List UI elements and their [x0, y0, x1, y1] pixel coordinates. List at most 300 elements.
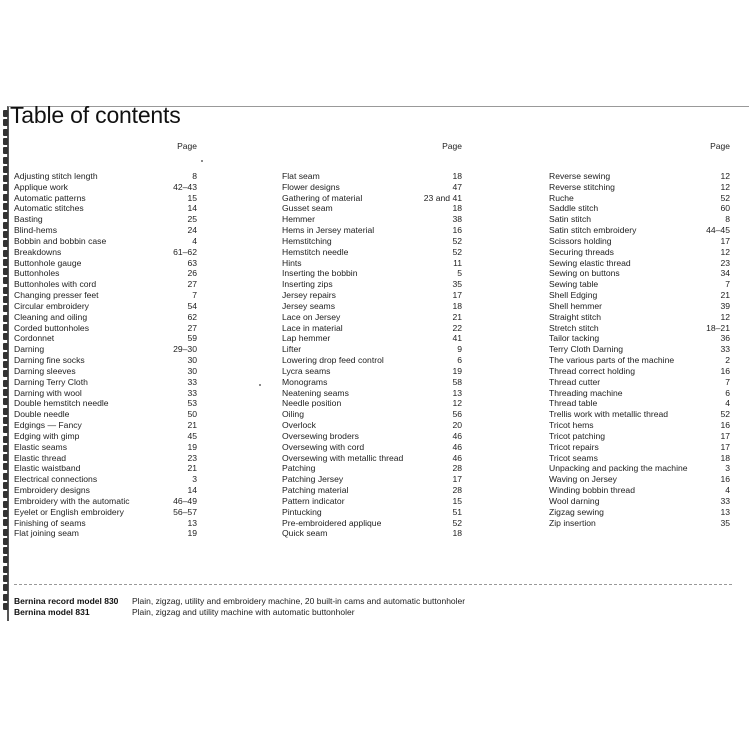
entry-topic: Hemstitching	[282, 235, 332, 246]
entry-topic: Lap hemmer	[282, 333, 331, 344]
entry-topic: Edging with gimp	[14, 430, 80, 441]
entry-topic: Patching material	[282, 485, 349, 496]
index-entry	[282, 258, 462, 269]
binding-hole	[3, 287, 8, 294]
entry-topic: Trellis work with metallic thread	[549, 409, 669, 420]
index-entry	[14, 182, 197, 193]
entry-page: 46	[452, 452, 462, 463]
model-name: Bernina model 831	[14, 606, 90, 617]
entry-topic: Needle position	[282, 398, 342, 409]
entry-topic: Buttonholes	[14, 268, 60, 279]
entry-topic: Flat joining seam	[14, 528, 79, 539]
entry-topic: Unpacking and packing the machine	[549, 463, 688, 474]
index-entry	[282, 301, 462, 312]
entry-page: 2	[725, 355, 730, 366]
binding-hole	[3, 491, 8, 498]
entry-topic: Tricot repairs	[549, 441, 599, 452]
entry-topic: Applique work	[14, 181, 68, 192]
index-entry	[14, 225, 197, 236]
entry-page: 27	[187, 279, 197, 290]
entry-topic: Thread correct holding	[549, 365, 635, 376]
index-entry	[14, 171, 197, 182]
entry-topic: Tailor tacking	[549, 333, 600, 344]
entry-page: 5	[457, 268, 462, 279]
entry-page: 7	[725, 376, 730, 387]
index-entry	[549, 420, 730, 431]
entry-page: 33	[720, 344, 730, 355]
index-entry	[14, 398, 197, 409]
index-entry	[549, 442, 730, 453]
entry-topic: Buttonholes with cord	[14, 279, 97, 290]
entry-page: 35	[452, 279, 462, 290]
index-entry	[282, 453, 462, 464]
entry-topic: Darning Terry Cloth	[14, 376, 88, 387]
index-entry	[549, 236, 730, 247]
entry-topic: Pintucking	[282, 506, 322, 517]
binding-hole	[3, 231, 8, 238]
index-entry	[549, 203, 730, 214]
index-entry	[282, 528, 462, 539]
entry-topic: Hems in Jersey material	[282, 225, 375, 236]
index-entry	[14, 420, 197, 431]
index-entry	[282, 518, 462, 529]
index-entry	[14, 193, 197, 204]
index-entry	[549, 344, 730, 355]
index-entry	[549, 474, 730, 485]
index-entry	[282, 344, 462, 355]
entry-topic: Changing presser feet	[14, 290, 99, 301]
entry-topic: Gathering of material	[282, 192, 363, 203]
entry-topic: Darning fine socks	[14, 355, 85, 366]
entry-page: 15	[187, 192, 197, 203]
index-entry	[14, 279, 197, 290]
index-entry	[14, 258, 197, 269]
entry-page: 19	[187, 441, 197, 452]
entry-page: 45	[187, 430, 197, 441]
index-entry	[549, 377, 730, 388]
entry-topic: Pattern indicator	[282, 495, 345, 506]
binding-hole	[3, 547, 8, 554]
index-entry	[282, 431, 462, 442]
index-entry	[282, 366, 462, 377]
entry-page: 21	[187, 463, 197, 474]
model-name: Bernina record model 830	[14, 596, 119, 606]
index-entry	[282, 442, 462, 453]
entry-topic: Gusset seam	[282, 203, 333, 214]
footer-row	[14, 596, 465, 607]
index-entry	[14, 442, 197, 453]
entry-page: 17	[452, 290, 462, 301]
index-entry	[282, 409, 462, 420]
index-entry	[282, 420, 462, 431]
entry-page: 14	[187, 203, 197, 214]
footer-divider	[14, 584, 732, 585]
entry-page: 23	[720, 257, 730, 268]
index-entry	[14, 312, 197, 323]
binding-hole	[3, 268, 8, 275]
index-entry	[282, 247, 462, 258]
index-entry	[549, 290, 730, 301]
entry-page: 30	[187, 355, 197, 366]
entry-page: 41	[452, 333, 462, 344]
index-entry	[14, 290, 197, 301]
entry-topic: Jersey seams	[282, 300, 336, 311]
binding-hole	[3, 566, 8, 573]
entry-topic: Darning	[14, 344, 45, 355]
entry-page: 12	[720, 171, 730, 181]
index-entry	[282, 474, 462, 485]
entry-page: 15	[452, 495, 462, 506]
index-entry	[14, 214, 197, 225]
entry-page: 30	[187, 365, 197, 376]
entry-page: 13	[452, 387, 462, 398]
entry-page: 4	[192, 235, 197, 246]
binding-hole	[3, 138, 8, 145]
index-entry	[14, 203, 197, 214]
entry-topic: Sewing table	[549, 279, 599, 290]
entry-page: 7	[725, 279, 730, 290]
page-column-header: Page	[442, 141, 462, 151]
entry-page: 28	[452, 485, 462, 496]
binding-hole	[3, 603, 8, 610]
entry-topic: Basting	[14, 214, 43, 225]
entry-topic: Winding bobbin thread	[549, 485, 635, 496]
binding-hole	[3, 575, 8, 582]
entry-page: 61–62	[173, 246, 197, 257]
index-entry	[14, 474, 197, 485]
index-column-3	[549, 141, 730, 528]
index-entry	[14, 333, 197, 344]
index-entry	[14, 355, 197, 366]
entry-page: 52	[720, 192, 730, 203]
entry-topic: Patching	[282, 463, 316, 474]
entry-page: 8	[725, 214, 730, 225]
entry-topic: Lifter	[282, 344, 302, 355]
index-entry	[282, 203, 462, 214]
entry-page: 44–45	[706, 225, 730, 236]
index-entry	[282, 496, 462, 507]
index-entry	[549, 247, 730, 258]
index-entry	[282, 225, 462, 236]
entry-topic: Scissors holding	[549, 235, 612, 246]
binding-holes	[3, 110, 11, 610]
entry-page: 33	[187, 376, 197, 387]
entry-page: 17	[720, 430, 730, 441]
entry-page: 21	[720, 290, 730, 301]
index-entry	[549, 268, 730, 279]
index-entry	[14, 366, 197, 377]
binding-hole	[3, 222, 8, 229]
entry-topic: Electrical connections	[14, 474, 98, 485]
binding-hole	[3, 501, 8, 508]
index-entry	[14, 344, 197, 355]
index-entry	[282, 290, 462, 301]
index-entry	[549, 258, 730, 269]
binding-hole	[3, 398, 8, 405]
index-entry	[549, 171, 730, 182]
entry-page: 47	[452, 181, 462, 192]
entry-topic: Oversewing broders	[282, 430, 359, 441]
entry-page: 54	[187, 300, 197, 311]
index-entry	[282, 333, 462, 344]
entry-page: 33	[187, 387, 197, 398]
entry-page: 34	[720, 268, 730, 279]
index-entry	[14, 323, 197, 334]
entry-page: 17	[720, 235, 730, 246]
binding-hole	[3, 175, 8, 182]
entry-page: 16	[720, 474, 730, 485]
binding-hole	[3, 194, 8, 201]
index-entry	[549, 333, 730, 344]
entry-page: 12	[720, 246, 730, 257]
entry-page: 52	[452, 235, 462, 246]
entry-topic: Reverse sewing	[549, 171, 611, 181]
binding-hole	[3, 510, 8, 517]
entry-page: 52	[720, 409, 730, 420]
entry-page: 42–43	[173, 181, 197, 192]
index-entry	[14, 453, 197, 464]
index-entry	[282, 485, 462, 496]
entry-page: 63	[187, 257, 197, 268]
index-column-1	[14, 141, 197, 539]
index-entry	[549, 496, 730, 507]
index-entry	[549, 225, 730, 236]
entry-page: 13	[187, 517, 197, 528]
index-entry	[282, 268, 462, 279]
entry-page: 7	[192, 290, 197, 301]
page-column-header: Page	[177, 141, 197, 151]
index-entry	[549, 453, 730, 464]
entry-topic: Edgings — Fancy	[14, 420, 82, 431]
entry-topic: Elastic waistband	[14, 463, 81, 474]
index-entry	[549, 431, 730, 442]
entry-page: 62	[187, 311, 197, 322]
binding-hole	[3, 129, 8, 136]
binding-hole	[3, 408, 8, 415]
entry-page: 20	[452, 420, 462, 431]
entry-page: 24	[187, 225, 197, 236]
binding-hole	[3, 259, 8, 266]
entry-topic: Shell Edging	[549, 290, 598, 301]
binding-hole	[3, 250, 8, 257]
entry-page: 28	[452, 463, 462, 474]
entry-topic: Elastic seams	[14, 441, 68, 452]
index-entry	[549, 323, 730, 334]
binding-hole	[3, 212, 8, 219]
entry-topic: Shell hemmer	[549, 300, 603, 311]
entry-page: 52	[452, 517, 462, 528]
entry-topic: Blind-hems	[14, 225, 57, 236]
index-entry	[549, 388, 730, 399]
entry-page: 36	[720, 333, 730, 344]
entry-topic: Finishing of seams	[14, 517, 86, 528]
entry-topic: Neatening seams	[282, 387, 349, 398]
index-entry	[549, 366, 730, 377]
entry-topic: Lace in material	[282, 322, 343, 333]
entry-topic: Bobbin and bobbin case	[14, 235, 107, 246]
binding-hole	[3, 584, 8, 591]
entry-topic: Tricot patching	[549, 430, 606, 441]
index-entry	[549, 355, 730, 366]
entry-topic: Wool darning	[549, 495, 600, 506]
index-entry	[549, 463, 730, 474]
index-entry	[549, 214, 730, 225]
entry-page: 27	[187, 322, 197, 333]
entry-topic: Tricot seams	[549, 452, 598, 463]
entry-page: 16	[720, 420, 730, 431]
entry-page: 38	[452, 214, 462, 225]
entry-page: 46	[452, 441, 462, 452]
index-entry	[549, 507, 730, 518]
entry-page: 18–21	[706, 322, 730, 333]
entry-page: 59	[187, 333, 197, 344]
entry-topic: Breakdowns	[14, 246, 62, 257]
binding-hole	[3, 352, 8, 359]
binding-hole	[3, 538, 8, 545]
entry-page: 58	[452, 376, 462, 387]
index-entry	[282, 312, 462, 323]
binding-hole	[3, 343, 8, 350]
entry-topic: Saddle stitch	[549, 203, 599, 214]
binding-hole	[3, 473, 8, 480]
binding-hole	[3, 184, 8, 191]
entry-topic: Patching Jersey	[282, 474, 344, 485]
entry-page: 18	[452, 203, 462, 214]
binding-hole	[3, 594, 8, 601]
entry-topic: Cordonnet	[14, 333, 55, 344]
entry-topic: Overlock	[282, 420, 316, 431]
entry-page: 18	[720, 452, 730, 463]
entry-topic: Zip insertion	[549, 517, 596, 528]
entry-page: 19	[187, 528, 197, 539]
index-entry	[549, 301, 730, 312]
entry-topic: Darning with wool	[14, 387, 82, 398]
index-entry	[14, 377, 197, 388]
entry-topic: Flower designs	[282, 181, 340, 192]
index-entry	[549, 485, 730, 496]
entry-page: 13	[720, 506, 730, 517]
model-footer	[14, 596, 465, 617]
index-entry	[549, 182, 730, 193]
entry-topic: Satin stitch	[549, 214, 592, 225]
page-title: Table of contents	[10, 102, 181, 128]
binding-hole	[3, 519, 8, 526]
entry-topic: The various parts of the machine	[549, 355, 675, 366]
index-entry	[14, 463, 197, 474]
binding-hole	[3, 147, 8, 154]
binding-hole	[3, 277, 8, 284]
entry-topic: Automatic stitches	[14, 203, 84, 214]
index-entry	[549, 279, 730, 290]
index-entry	[282, 377, 462, 388]
binding-hole	[3, 380, 8, 387]
binding-hole	[3, 324, 8, 331]
index-entry	[549, 409, 730, 420]
binding-hole	[3, 361, 8, 368]
binding-hole	[3, 315, 8, 322]
index-entry	[14, 431, 197, 442]
entry-page: 21	[187, 420, 197, 431]
index-entry	[14, 409, 197, 420]
entry-topic: Sewing on buttons	[549, 268, 620, 279]
entry-page: 21	[452, 311, 462, 322]
entry-page: 46–49	[173, 495, 197, 506]
entry-page: 35	[720, 517, 730, 528]
index-entry	[282, 193, 462, 204]
binding-hole	[3, 157, 8, 164]
index-entry	[282, 398, 462, 409]
entry-topic: Terry Cloth Darning	[549, 344, 624, 355]
index-entry	[282, 214, 462, 225]
footer-row	[14, 607, 465, 618]
entry-page: 6	[725, 387, 730, 398]
entry-topic: Oversewing with cord	[282, 441, 365, 452]
index-entry	[282, 355, 462, 366]
entry-topic: Securing threads	[549, 246, 614, 257]
binding-hole	[3, 454, 8, 461]
binding-hole	[3, 482, 8, 489]
entry-page: 26	[187, 268, 197, 279]
entry-page: 3	[192, 474, 197, 485]
entry-topic: Eyelet or English embroidery	[14, 506, 124, 517]
index-entry	[14, 528, 197, 539]
index-entry	[14, 507, 197, 518]
entry-topic: Cleaning and oiling	[14, 311, 88, 322]
index-entry	[14, 485, 197, 496]
entry-topic: Straight stitch	[549, 311, 602, 322]
binding-hole	[3, 333, 8, 340]
entry-page: 50	[187, 409, 197, 420]
entry-page: 12	[720, 181, 730, 192]
binding-hole	[3, 166, 8, 173]
index-entry	[282, 463, 462, 474]
entry-page: 9	[457, 344, 462, 355]
index-entry	[282, 279, 462, 290]
entry-page: 56–57	[173, 506, 197, 517]
entry-topic: Inserting the bobbin	[282, 268, 358, 279]
binding-hole	[3, 436, 8, 443]
index-entry	[282, 171, 462, 182]
entry-topic: Satin stitch embroidery	[549, 225, 637, 236]
entry-page: 12	[452, 398, 462, 409]
binding-hole	[3, 463, 8, 470]
binding-hole	[3, 296, 8, 303]
entry-page: 53	[187, 398, 197, 409]
entry-topic: Pre-embroidered applique	[282, 517, 382, 528]
entry-topic: Waving on Jersey	[549, 474, 617, 485]
entry-topic: Flat seam	[282, 171, 320, 181]
binding-hole	[3, 417, 8, 424]
entry-page: 23	[187, 452, 197, 463]
entry-page: 25	[187, 214, 197, 225]
binding-hole	[3, 119, 8, 126]
index-entry	[282, 507, 462, 518]
binding-hole	[3, 305, 8, 312]
entry-page: 11	[453, 257, 462, 268]
entry-topic: Jersey repairs	[282, 290, 336, 301]
entry-page: 29–30	[173, 344, 197, 355]
entry-page: 56	[452, 409, 462, 420]
index-entry	[14, 247, 197, 258]
entry-topic: Tricot hems	[549, 420, 594, 431]
entry-page: 16	[720, 365, 730, 376]
entry-page: 17	[452, 474, 462, 485]
entry-topic: Elastic thread	[14, 452, 67, 463]
index-entry	[14, 496, 197, 507]
page-column-header: Page	[710, 141, 730, 151]
entry-topic: Corded buttonholes	[14, 322, 90, 333]
entry-page: 18	[452, 528, 462, 539]
